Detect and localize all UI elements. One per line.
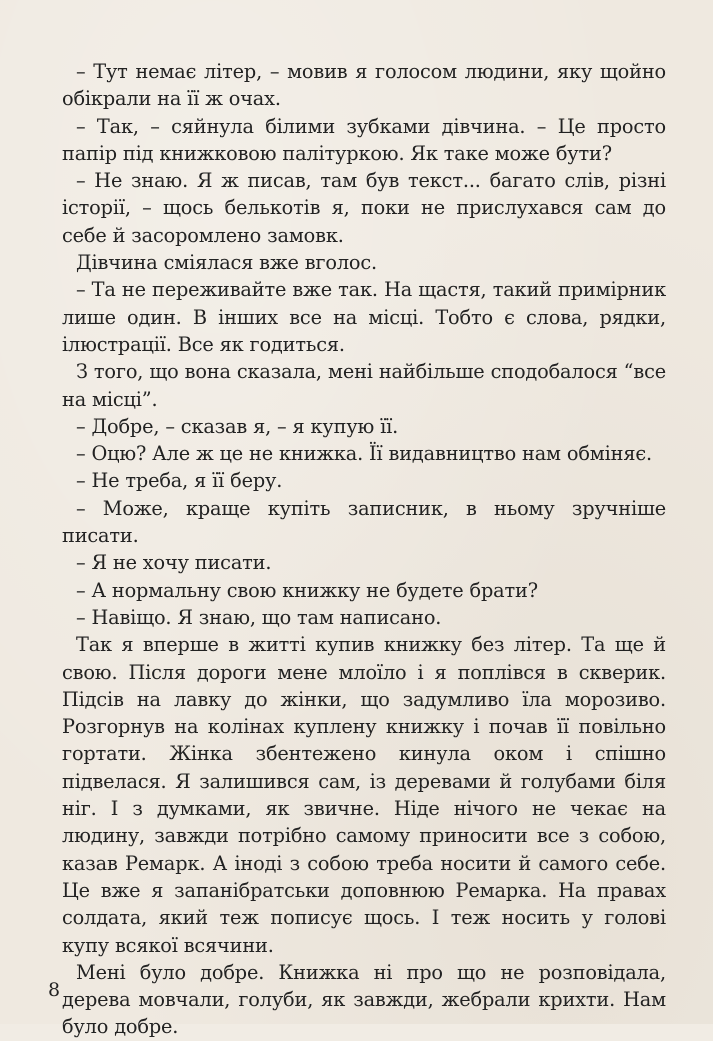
body-text [62,58,666,1041]
page-number: 8 [48,979,61,1001]
paragraph: Мені було добре. Книжка ні про що не розповідала, дерева мовчали, голуби, як завжди, жебрали крихти. Нам було добре. [62,960,666,1039]
paragraph: – А нормальну свою книжку не будете брати? [76,578,538,602]
paragraph: – Я не хочу писати. [76,551,272,575]
paragraph: – Добре, – сказав я, – я купую її. [76,414,399,438]
paragraph: – Не треба, я її беру. [76,469,283,493]
paragraph: З того, що вона сказала, мені найбільше сподобалося “все на місці”. [62,360,666,411]
paragraph: – Навіщо. Я знаю, що там написано. [76,605,442,629]
paragraph: – Не знаю. Я ж писав, там був текст... багато слів, різні історії, – щось белькотів я, поки не прислухався сам до себе й засоромлено замовк. [62,169,666,247]
paragraph: – Так, – сяйнула білими зубками дівчина. – Це просто папір під книжковою палітуркою. Як таке може бути? [62,114,666,165]
paragraph: – Тут немає літер, – мовив я голосом людини, яку щойно обікрали на її ж очах. [62,60,666,111]
paragraph: – Може, краще купіть записник, в ньому зручніше писати. [62,496,666,548]
paragraph: – Оцю? Але ж це не книжка. Її видавництво нам обміняє. [76,442,653,466]
paragraph: – Та не переживайте вже так. На щастя, такий примірник лише один. В інших все на місці. Тобто є слова, рядки, ілюстрації. Все як годиться. [62,278,666,356]
paragraph: Дівчина сміялася вже вголос. [76,251,378,275]
paragraph: Так я вперше в житті купив книжку без літер. Та ще й свою. Після дороги мене млоїло і я поплівся в скверик. Підсів на лавку до жінки, що задумливо їла морозиво. Розгорнув на колінах куплену книжку і почав її повільно гортати. Жінка збентежено кинула оком і спішно підвелася. Я залишився сам, із деревами й голубами біля ніг. І з думками, як звичне. Ніде нічого не чекає на людину, завжди потрібно самому приносити все з собою, казав Ремарк. А іноді з собою треба носити й самого себе. Це вже я запанібратськи доповнюю Ремарка. На правах солдата, який теж пописує щось. І теж носить у голові купу всякої всячини. [62,633,666,957]
